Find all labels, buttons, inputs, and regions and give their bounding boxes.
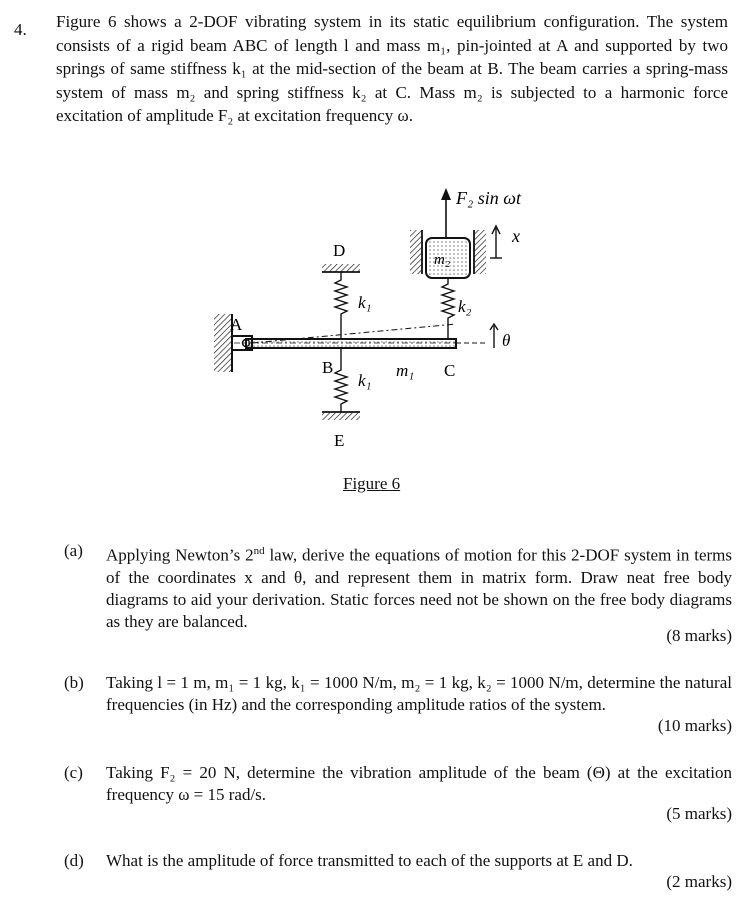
part-d-marks: (2 marks) [666,872,732,891]
part-a-label: (a) [64,541,83,560]
figure-6-diagram [200,180,560,500]
label-x: x [512,226,520,246]
question-number: 4. [14,20,27,39]
spring-k1-top [335,272,347,339]
question-intro: Figure 6 shows a 2-DOF vibrating system in its static equilibrium configuration. The system consists of a rigid beam ABC of length l and mass m₁, pin-jointed at A and supported by two springs of same stiffness k₁ at the mid-section of the beam at B. The beam carries a spring-mass system of mass m₂ and spring stiffness k₂ at C. Mass m₂ is subjected to a harmonic force excitation of amplitude F₂ at excitation frequency ω. [56,12,728,125]
part-a-sup: nd [253,545,265,557]
label-m1: m₁ [396,361,415,380]
ground-e [322,412,360,420]
label-d: D [333,241,346,260]
guide-right [474,230,486,274]
label-theta: θ [502,331,511,350]
label-k1-top: k₁ [358,293,372,312]
label-a: A [230,315,243,334]
part-b-marks: (10 marks) [657,716,732,735]
part-a-text-1: Applying Newton’s 2 [106,545,254,565]
label-force: F₂ sin ωt [456,188,521,208]
part-d-label: (d) [64,851,84,870]
part-a-marks: (8 marks) [666,626,732,645]
part-a-text [106,540,732,633]
part-d-text: What is the amplitude of force transmitted to each of the supports at E and D. [106,851,633,870]
label-c: C [444,361,456,380]
spring-k2 [442,278,454,339]
part-a-text-2: law, derive the equations of motion for this 2-DOF system in terms of the coordinates x and θ, and represent them in matrix form. Draw neat free body diagrams to aid your derivation. Static forces need not be shown on the free body diagrams as they are balanced. [106,545,732,631]
label-b: B [322,358,334,377]
part-b-text: Taking l = 1 m, m₁ = 1 kg, k₁ = 1000 N/m, m₂ = 1 kg, k₂ = 1000 N/m, determine the natural frequencies (in Hz) and the corresponding amplitude ratios of the system. [106,673,732,714]
beam-abc [246,339,456,348]
label-m2: m₂ [434,252,451,268]
spring-k1-bottom [335,348,347,412]
part-b-label: (b) [64,673,84,692]
part-c-text: Taking F₂ = 20 N, determine the vibration amplitude of the beam (Θ) at the excitation frequency ω = 15 rad/s. [106,763,732,804]
label-e: E [334,431,345,450]
label-k1-bottom: k₁ [358,371,372,390]
force-arrowhead [441,188,451,200]
label-k2: k₂ [458,297,472,316]
part-c-label: (c) [64,763,83,782]
ground-d [322,264,360,272]
guide-left [410,230,422,274]
figure-caption: Figure 6 [343,474,401,493]
part-c-marks: (5 marks) [666,804,732,823]
